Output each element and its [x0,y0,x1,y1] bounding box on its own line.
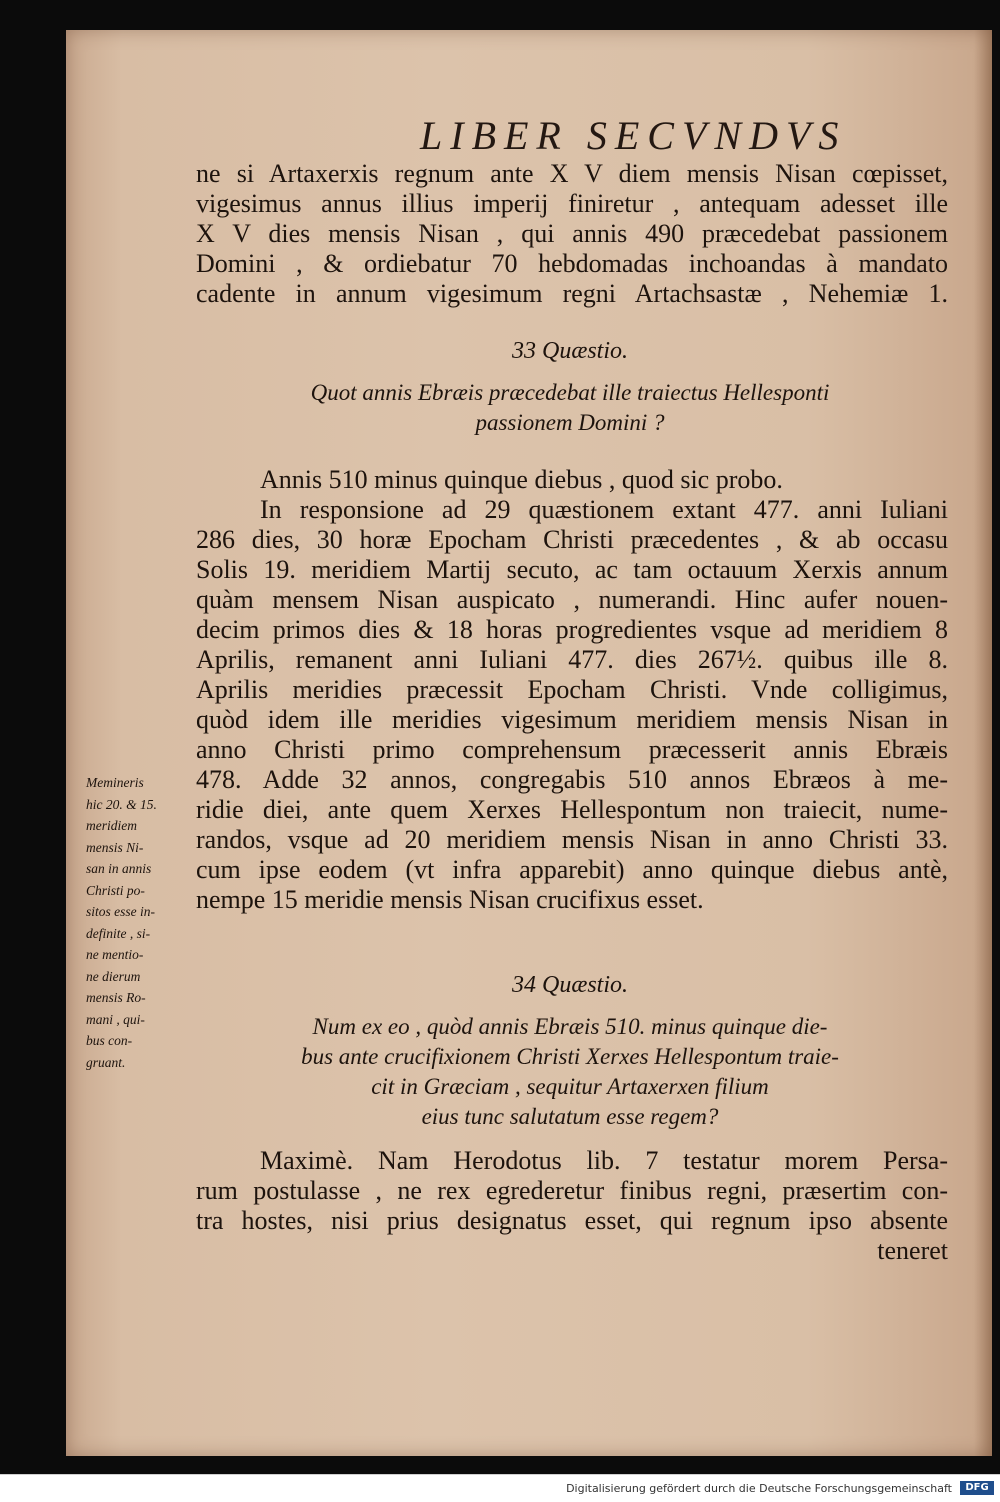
margin-note-line: sitos esse in- [86,904,155,919]
margin-note-line: bus con- [86,1033,133,1048]
text-line: cadente in annum vigesimum regni Artachsastæ , Nehemiæ 1. [196,279,948,308]
text-line: cum ipse eodem (vt infra apparebit) anno quinque diebus antè, [196,855,948,884]
text-line: nempe 15 meridie mensis Nisan crucifixus esset. [196,885,704,914]
text-line: Solis 19. meridiem Martij secuto, ac tam octauum Xerxis annum [196,555,948,584]
text-line: tra hostes, nisi prius designatus esset, qui regnum ipso absente [196,1206,948,1235]
text-line: randos, vsque ad 20 meridiem mensis Nisan in anno Christi 33. [196,825,948,854]
text-line: rum postulasse , ne rex egrederetur finibus regni, præsertim con- [196,1176,948,1205]
catchword: teneret [877,1236,948,1265]
question-33-text [240,378,900,438]
text-line: quòd idem ille meridies vigesimum meridiem mensis Nisan in [196,705,948,734]
dfg-logo: DFG [960,1481,994,1495]
margin-note [86,772,190,1073]
text-line: ne si Artaxerxis regnum ante X V diem mensis Nisan cœpisset, [196,159,948,188]
text-line: X V dies mensis Nisan , qui annis 490 præcedebat passionem [196,219,948,248]
paragraph-1 [196,159,948,309]
question-line: passionem Domini ? [475,410,665,435]
margin-note-line: meridiem [86,818,137,833]
paragraph-3 [196,1146,948,1266]
text-line: Aprilis meridies præcessit Epocham Christi. Vnde colligimus, [196,675,948,704]
running-head: LIBER SECVNDVS [420,113,847,158]
footer-credit: Digitalisierung gefördert durch die Deutsche Forschungsgemeinschaft [566,1482,952,1495]
margin-note-line: Memineris [86,775,144,790]
margin-note-line: san in annis [86,861,152,876]
text-line: 478. Adde 32 annos, congregabis 510 annos Ebræos à me- [196,765,948,794]
question-33-heading: 33 Quæstio. [511,338,628,364]
text-line: Annis 510 minus quinque diebus , quod sic probo. [260,465,783,494]
text-line: anno Christi primo comprehensum præcesserit annis Ebræis [196,735,948,764]
question-line: bus ante crucifixionem Christi Xerxes Hellespontum traie- [301,1044,839,1069]
text-line: Aprilis, remanent anni Iuliani 477. dies 267½. quibus ille 8. [196,645,948,674]
text-line: vigesimus annus illius imperij finiretur , antequam adesset ille [196,189,948,218]
text-line: In responsione ad 29 quæstionem extant 477. anni Iuliani [260,495,948,524]
text-line: Maximè. Nam Herodotus lib. 7 testatur morem Persa- [260,1146,948,1175]
margin-note-line: gruant. [86,1054,126,1070]
text-line: decim primos dies & 18 horas progredientes vsque ad meridiem 8 [196,615,948,644]
margin-note-line: mani , qui- [86,1011,145,1027]
text-line: quàm mensem Nisan auspicato , numerandi. Hinc aufer nouen- [196,585,948,614]
margin-note-line: mensis Ro- [86,990,146,1005]
margin-note-line: Christi po- [86,882,145,898]
margin-note-line: hic 20. & 15. [86,796,157,812]
paragraph-2 [196,465,948,915]
text-line: ridie diei, ante quem Xerxes Hellespontum non traiecit, nume- [196,795,948,824]
margin-note-line: ne dierum [86,968,141,984]
digitization-footer [0,1474,1000,1502]
margin-note-line: definite , si- [86,925,151,941]
question-line: eius tunc salutatum esse regem? [421,1104,719,1129]
text-line: Domini , & ordiebatur 70 hebdomadas inchoandas à mandato [196,249,948,278]
question-line: Num ex eo , quòd annis Ebræis 510. minus quinque die- [312,1014,828,1039]
text-line: 286 dies, 30 horæ Epocham Christi præcedentes , & ab occasu [196,525,948,554]
question-line: cit in Græciam , sequitur Artaxerxen filium [371,1074,769,1099]
margin-note-line: ne mentio- [86,947,144,962]
question-line: Quot annis Ebræis præcedebat ille traiectus Hellesponti [310,380,830,405]
margin-note-line: mensis Ni- [86,839,144,855]
question-34-heading: 34 Quæstio. [511,972,628,998]
question-34-text [210,1012,930,1132]
